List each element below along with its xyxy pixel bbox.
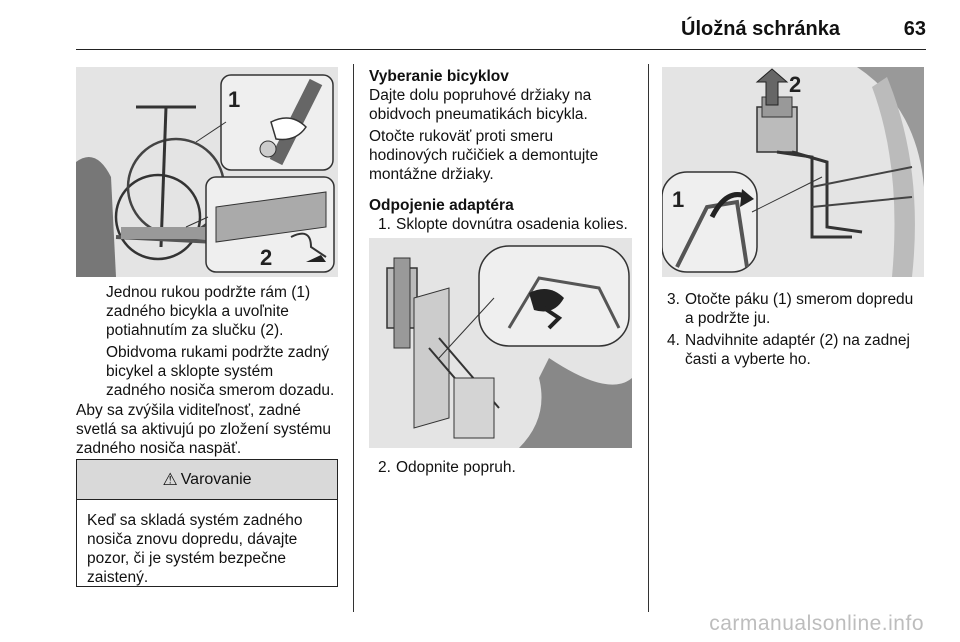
warning-title: Varovanie [180, 470, 252, 488]
section-title: Úložná schránka [681, 18, 840, 40]
heading-disconnect-adapter: Odpojenie adaptéra [369, 197, 514, 214]
callout-1-right: 1 [672, 187, 685, 212]
instruction-remove-straps: Dajte dolu popruhové držiaky na obidvoch pneumatikách bicykla. [369, 87, 592, 123]
wheel-holder-drawing [369, 238, 632, 448]
header-divider [76, 49, 926, 50]
step-3-text: Otočte páku (1) smerom dopredu a podržte ju. [685, 291, 914, 327]
heading-remove-bikes: Vyberanie bicyklov [369, 68, 509, 85]
callout-2: 2 [260, 245, 273, 270]
illustration-fold-wheel-holders [369, 238, 632, 448]
illustration-bike-carrier-release [76, 67, 338, 277]
adapter-drawing [662, 67, 924, 277]
step-2-text: Odopnite popruh. [396, 459, 516, 476]
instruction-turn-handle: Otočte rukoväť proti smeru hodinových ručičiek a demontujte montážne držiaky. [369, 128, 599, 183]
visibility-note: Aby sa zvýšila viditeľnosť, zadné svetlá sa aktivujú po zložení systému zadného nosiča naspäť. [76, 402, 332, 457]
column-divider-right [648, 64, 649, 612]
page-number: 63 [903, 18, 926, 40]
step-4-text: Nadvihnite adaptér (2) na zadnej časti a vyberte ho. [685, 332, 910, 368]
step-2 [378, 458, 640, 477]
step-3 [667, 290, 937, 328]
step-3-number: 3. [667, 291, 680, 308]
warning-text: Keď sa skladá systém zadného nosiča znovu dopredu, dávajte pozor, či je systém bezpečne zaistený. [87, 512, 303, 586]
callout-1: 1 [228, 87, 241, 112]
step-2-number: 2. [378, 459, 391, 476]
watermark: carmanualsonline.info [709, 612, 924, 635]
warning-header [77, 460, 337, 500]
step-1 [378, 215, 640, 234]
instruction-hold-frame: Jednou rukou podržte rám (1) zadného bicykla a uvoľnite potiahnutím za slučku (2). [106, 284, 311, 339]
warning-box [76, 459, 338, 587]
column-divider-left [353, 64, 354, 612]
warning-triangle-icon: ⚠ [162, 469, 178, 489]
step-1-text: Sklopte dovnútra osadenia kolies. [396, 216, 628, 233]
step-1-number: 1. [378, 216, 391, 233]
bike-carrier-drawing [76, 67, 338, 277]
step-4 [667, 331, 937, 369]
illustration-lift-adapter [662, 67, 924, 277]
step-4-number: 4. [667, 332, 680, 349]
instruction-fold-system: Obidvoma rukami podržte zadný bicykel a sklopte systém zadného nosiča smerom dozadu. [106, 344, 335, 399]
callout-2-right: 2 [789, 72, 802, 97]
